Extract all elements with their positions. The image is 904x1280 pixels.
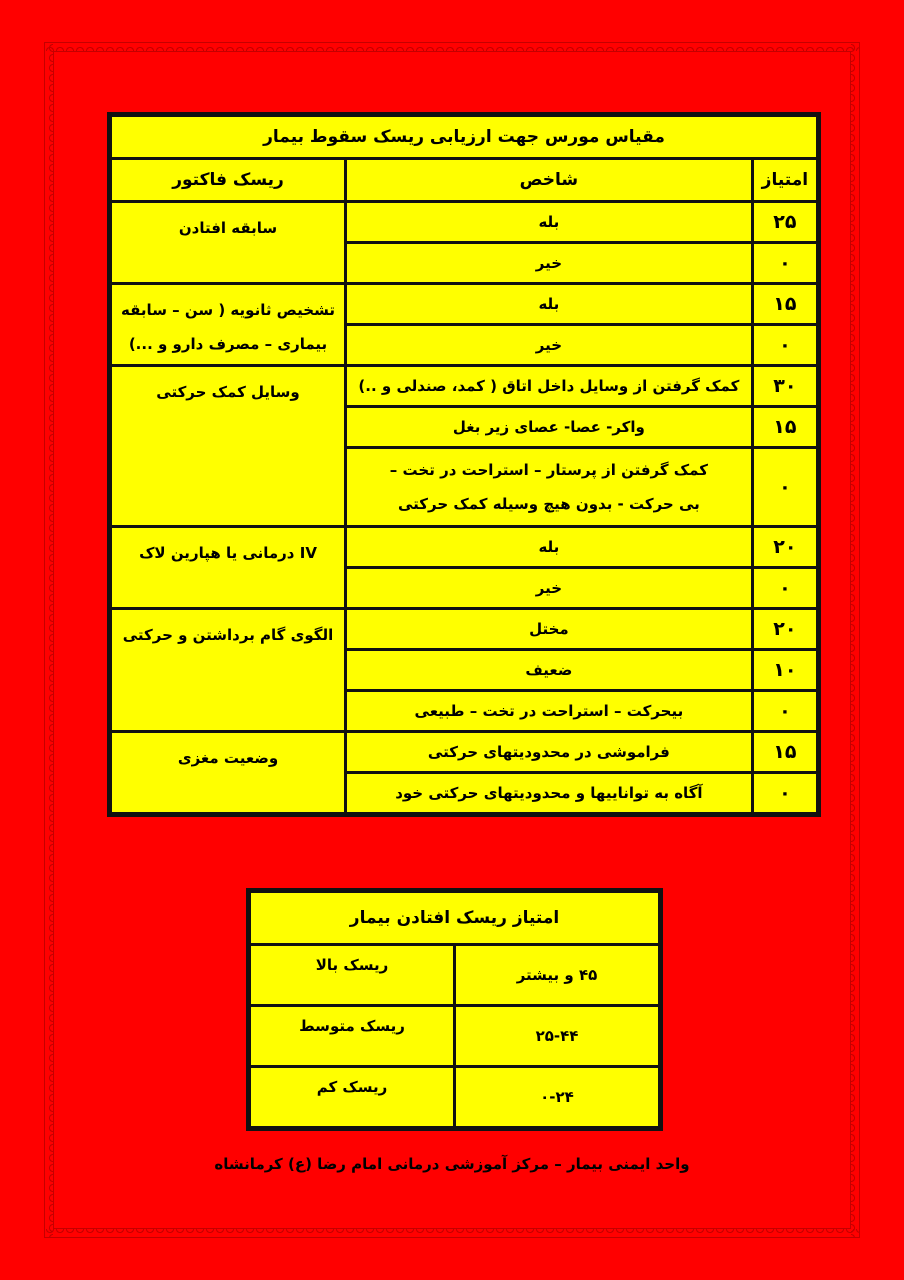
score-cell: ۳۰ [752, 366, 818, 407]
frame-ornament-top [45, 43, 859, 51]
score-cell: ۰ [752, 773, 818, 815]
fall-risk-score-table [246, 888, 663, 1131]
index-cell: مختل [346, 609, 753, 650]
index-cell: بله [346, 284, 753, 325]
header-index: شاخص [346, 159, 753, 202]
risk-level-cell: ریسک متوسط [249, 1006, 455, 1067]
score-cell: ۲۵ [752, 202, 818, 243]
score-cell: ۰ [752, 448, 818, 527]
index-cell: بله [346, 527, 753, 568]
risk-factor-cell: IV درمانی یا هپارین لاک [110, 527, 346, 609]
footer-credit: واحد ایمنی بیمار – مرکز آموزشی درمانی امام رضا (ع) کرمانشاه [214, 1155, 690, 1173]
score-cell: ۰ [752, 691, 818, 732]
score-cell: ۱۵ [752, 407, 818, 448]
index-cell: بیحرکت – استراحت در تخت – طبیعی [346, 691, 753, 732]
risk-factor-cell: وضعیت مغزی [110, 732, 346, 815]
risk-factor-cell: الگوی گام برداشتن و حرکتی [110, 609, 346, 732]
score-range-cell: ۲۵-۴۴ [455, 1006, 661, 1067]
table-title: مقیاس مورس جهت ارزیابی ریسک سقوط بیمار [110, 115, 819, 159]
morse-fall-scale-table [107, 112, 821, 817]
risk-factor-cell: سابقه افتادن [110, 202, 346, 284]
table-row [249, 1006, 661, 1067]
index-cell: خیر [346, 568, 753, 609]
index-cell: ضعیف [346, 650, 753, 691]
risk-factor-cell: وسایل کمک حرکتی [110, 366, 346, 527]
score-cell: ۰ [752, 325, 818, 366]
score-cell: ۰ [752, 568, 818, 609]
index-cell: بله [346, 202, 753, 243]
risk-factor-cell: تشخیص ثانویه ( سن – سابقه بیماری – مصرف دارو و ...) [110, 284, 346, 366]
score-cell: ۲۰ [752, 609, 818, 650]
score-range-cell: ۰-۲۴ [455, 1067, 661, 1129]
frame-ornament-left [45, 43, 53, 1237]
risk-level-cell: ریسک بالا [249, 945, 455, 1006]
index-cell: خیر [346, 243, 753, 284]
score-range-cell: ۴۵ و بیشتر [455, 945, 661, 1006]
score-cell: ۱۰ [752, 650, 818, 691]
table-row [110, 202, 819, 243]
index-cell [346, 448, 753, 527]
score-cell: ۱۵ [752, 284, 818, 325]
index-cell: فراموشی در محدودیتهای حرکتی [346, 732, 753, 773]
risk-level-cell: ریسک کم [249, 1067, 455, 1129]
frame-ornament-bottom [45, 1229, 859, 1237]
index-cell: آگاه به تواناییها و محدودیتهای حرکتی خود [346, 773, 753, 815]
table-row [110, 732, 819, 773]
index-cell: خیر [346, 325, 753, 366]
table-row [110, 609, 819, 650]
index-cell: کمک گرفتن از وسایل داخل اتاق ( کمد، صندلی و ..) [346, 366, 753, 407]
table-row [249, 945, 661, 1006]
table-row [110, 527, 819, 568]
header-risk-factor: ریسک فاکتور [110, 159, 346, 202]
score-cell: ۱۵ [752, 732, 818, 773]
header-score: امتیاز [752, 159, 818, 202]
frame-ornament-right [851, 43, 859, 1237]
index-line-1: کمک گرفتن از پرستار – استراحت در تخت – [389, 461, 708, 479]
table-row [110, 284, 819, 325]
table-row [249, 1067, 661, 1129]
index-cell: واکر- عصا- عصای زیر بغل [346, 407, 753, 448]
score-cell: ۰ [752, 243, 818, 284]
table-row [110, 366, 819, 407]
score-cell: ۲۰ [752, 527, 818, 568]
score-table-title: امتیاز ریسک افتادن بیمار [249, 891, 661, 945]
index-line-2: بی حرکت - بدون هیچ وسیله کمک حرکتی [397, 495, 700, 513]
